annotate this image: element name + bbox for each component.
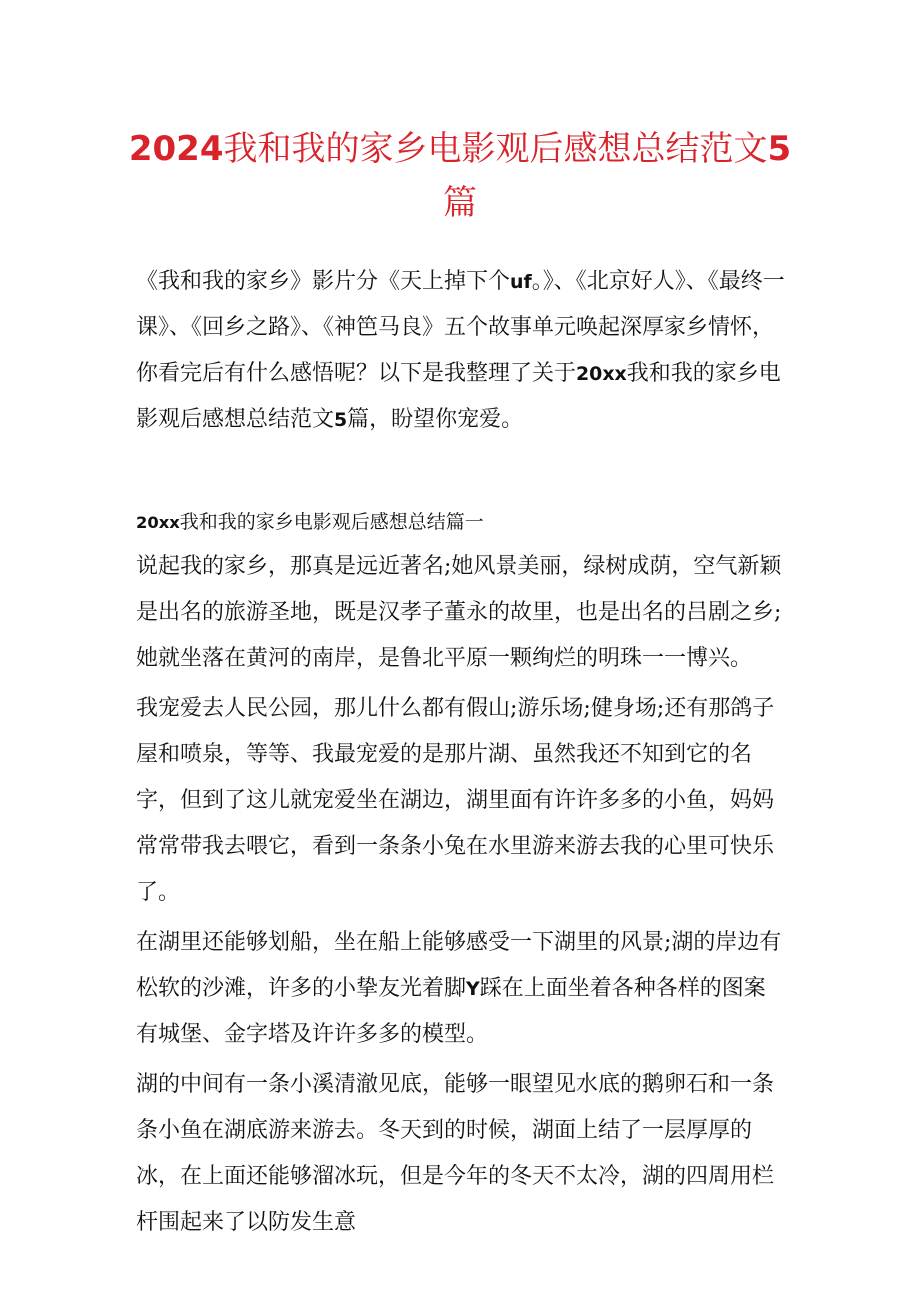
title-text: 我和我的家乡电影观后感想总结范文 — [223, 129, 768, 169]
para3-text-1: 在湖里还能够划船，坐在船上能够感受一下湖里的风景;湖的岸边有松软的沙滩，许多的小挚友光着脚 — [136, 930, 782, 1001]
section-heading — [136, 505, 786, 540]
body-paragraph-4: 湖的中间有一条小溪清澈见底，能够一眼望见水底的鹅卵石和一条条小鱼在湖底游来游去。冬天到的时候，湖面上结了一层厚厚的冰，在上面还能够溜冰玩，但是今年的冬天不太冷，湖的四周用栏杆围起来了以防发生意 — [136, 1072, 775, 1235]
intro-text-3: 我和我的家乡电影观后感想总结范文 — [136, 361, 781, 432]
document-title — [120, 122, 800, 230]
section-heading-num: 20xx — [136, 513, 180, 532]
intro-text-4: 篇，盼望你宠爱。 — [347, 407, 524, 432]
intro-bold-1: uf — [510, 271, 532, 293]
para3-text-2: 踩在上面坐着各种各样的图案有城堡、金字塔及许许多多的模型。 — [136, 976, 766, 1047]
title-year: 2024 — [128, 129, 224, 169]
body-paragraph-2: 我宠爱去人民公园，那儿什么都有假山;游乐场;健身场;还有那鸽子屋和喷泉，等等、我最宠爱的是那片湖、虽然我还不知到它的名字，但到了这儿就宠爱坐在湖边，湖里面有许许多多的小鱼，妈妈常常带我去喂它，看到一条条小兔在水里游来游去我的心里可快乐了。 — [136, 696, 775, 905]
intro-text-2: 。》、《北京好人》、《最终一课》、《回乡之路》、《神笆马良》五个故事单元唤起深厚家乡情怀，你看完后有什么感悟呢？以下是我整理了关于 — [136, 269, 785, 386]
para3-bold: Y — [466, 978, 480, 1000]
title-count: 5 — [767, 129, 792, 169]
intro-paragraph — [136, 259, 786, 443]
intro-text-1: 《我和我的家乡》影片分《天上掉下个 — [136, 269, 511, 294]
section-heading-text: 我和我的家乡电影观后感想总结篇一 — [179, 511, 484, 533]
section-body — [136, 544, 786, 1250]
body-paragraph-3 — [136, 920, 786, 1058]
body-paragraph-1: 说起我的家乡，那真是远近著名;她风景美丽，绿树成荫，空气新颖是出名的旅游圣地，既是汉孝子董永的故里，也是出名的吕剧之乡;她就坐落在黄河的南岸，是鲁北平原一颗绚烂的明珠一一博兴。 — [136, 554, 782, 671]
intro-bold-3: 5 — [334, 409, 348, 431]
title-line2: 篇 — [443, 183, 477, 223]
intro-bold-2: 20xx — [576, 363, 627, 385]
